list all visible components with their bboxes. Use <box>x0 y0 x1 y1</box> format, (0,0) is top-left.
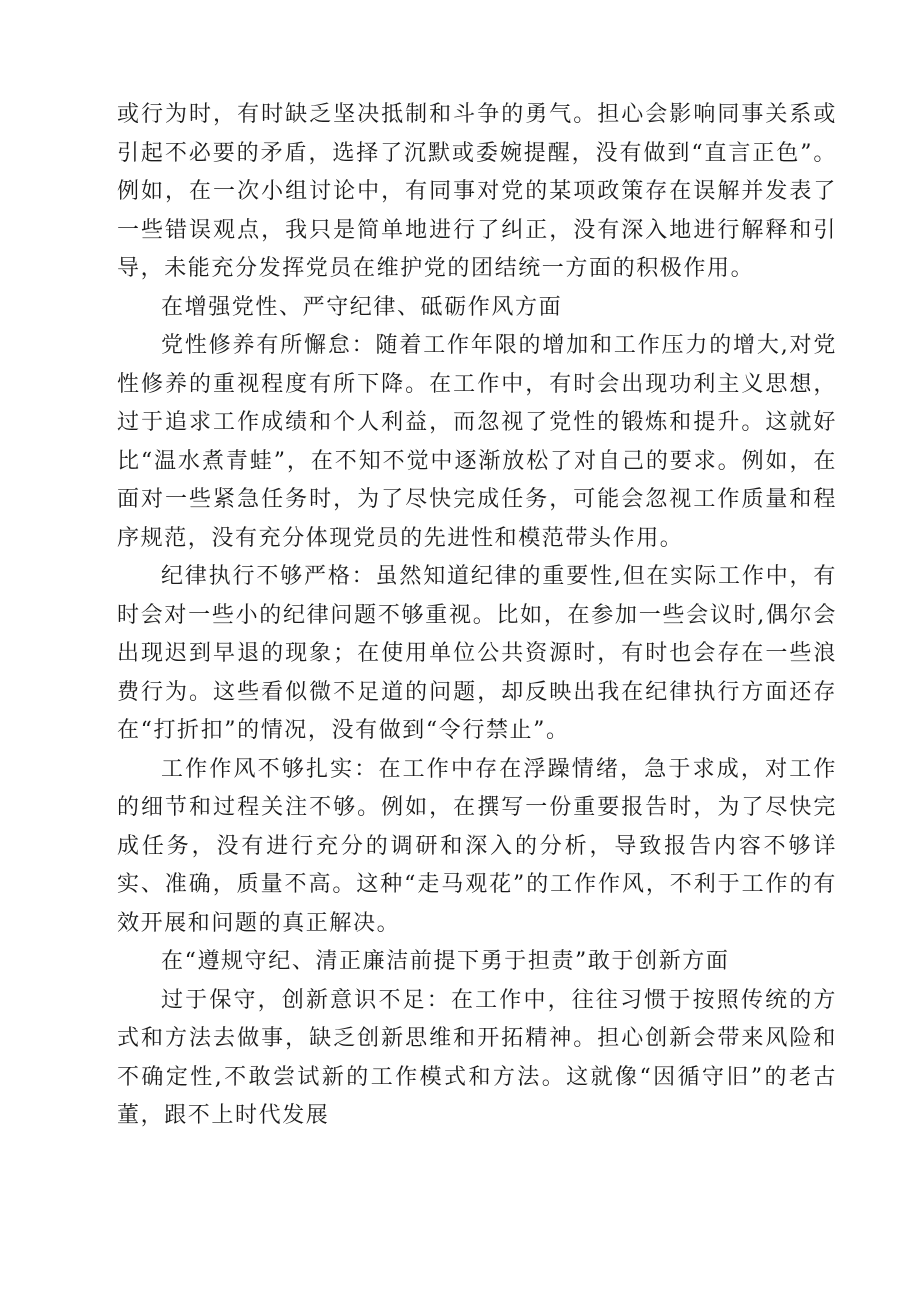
paragraph-innovation: 过于保守，创新意识不足：在工作中，往往习惯于按照传统的方式和方法去做事，缺乏创新思维和开拓精神。担心创新会带来风险和不确定性,不敢尝试新的工作模式和方法。这就像“因循守旧”的老古董，跟不上时代发展 <box>117 987 837 1128</box>
section-heading-party-spirit: 在增强党性、严守纪律、砥砺作风方面 <box>161 294 563 320</box>
paragraph-discipline: 纪律执行不够严格：虽然知道纪律的重要性,但在实际工作中，有时会对一些小的纪律问题不够重视。比如，在参加一些会议时,偶尔会出现迟到早退的现象；在使用单位公共资源时，有时也会存在一些浪费行为。这些看似微不足道的问题，却反映出我在纪律执行方面还存在“打折扣”的情况，没有做到“令行禁止”。 <box>117 564 837 743</box>
paragraph-continued: 或行为时，有时缺乏坚决抵制和斗争的勇气。担心会影响同事关系或引起不必要的矛盾，选择了沉默或委婉提醒，没有做到“直言正色”。例如，在一次小组讨论中，有同事对党的某项政策存在误解并发表了一些错误观点，我只是简单地进行了纠正，没有深入地进行解释和引导，未能充分发挥党员在维护党的团结统一方面的积极作用。 <box>117 102 837 281</box>
section-heading-innovation: 在“遵规守纪、清正廉洁前提下勇于担责”敢于创新方面 <box>161 949 730 974</box>
paragraph-work-style: 工作作风不够扎实：在工作中存在浮躁情绪，急于求成，对工作的细节和过程关注不够。例如，在撰写一份重要报告时，为了尽快完成任务，没有进行充分的调研和深入的分析，导致报告内容不够详实、准确，质量不高。这种“走马观花”的工作作风，不利于工作的有效开展和问题的真正解决。 <box>117 756 837 936</box>
document-body <box>117 96 837 1136</box>
paragraph-party-cultivation: 党性修养有所懈怠：随着工作年限的增加和工作压力的增大,对党性修养的重视程度有所下降。在工作中，有时会出现功利主义思想，过于追求工作成绩和个人利益，而忽视了党性的锻炼和提升。这就好比“温水煮青蛙”，在不知不觉中逐渐放松了对自己的要求。例如，在面对一些紧急任务时，为了尽快完成任务，可能会忽视工作质量和程序规范，没有充分体现党员的先进性和模范带头作用。 <box>117 333 837 551</box>
